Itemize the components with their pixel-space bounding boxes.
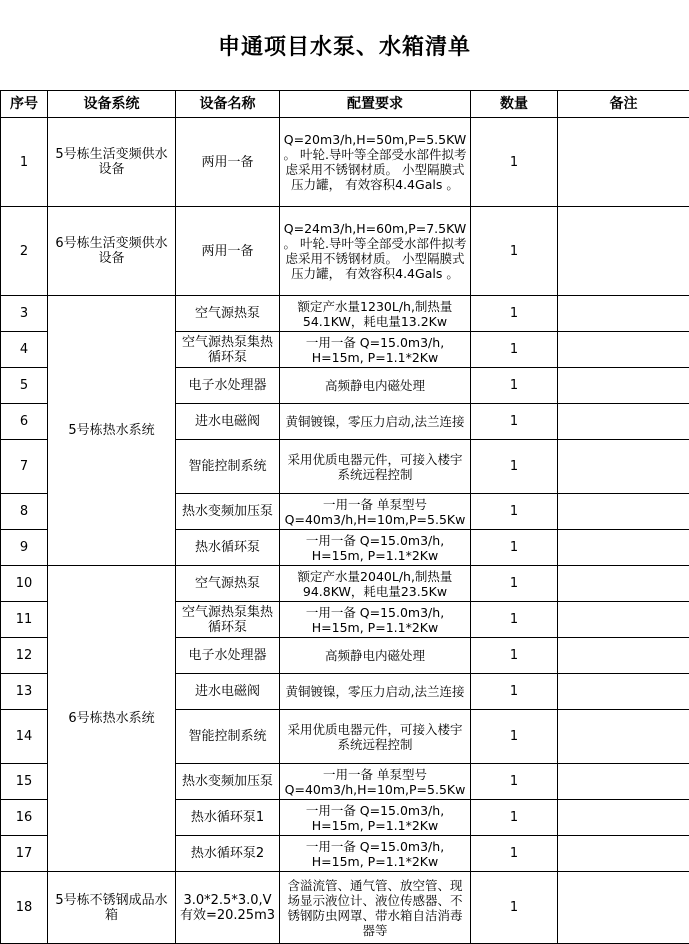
cell-remark: [558, 530, 689, 566]
cell-qty: 1: [471, 710, 558, 764]
cell-name: 热水循环泵2: [176, 836, 280, 872]
header-row: [1, 91, 689, 118]
cell-config: 采用优质电器元件，可接入楼宇系统远程控制: [280, 440, 471, 494]
cell-no: 10: [1, 566, 48, 602]
cell-qty: 1: [471, 404, 558, 440]
table-row: [1, 566, 689, 602]
cell-no: 13: [1, 674, 48, 710]
cell-no: 9: [1, 530, 48, 566]
header-qty: 数量: [471, 91, 558, 118]
cell-no: 4: [1, 332, 48, 368]
cell-no: 6: [1, 404, 48, 440]
cell-name: 空气源热泵: [176, 566, 280, 602]
header-config: 配置要求: [280, 91, 471, 118]
header-name: 设备名称: [176, 91, 280, 118]
cell-qty: 1: [471, 602, 558, 638]
cell-name: 热水变频加压泵: [176, 764, 280, 800]
header-no: 序号: [1, 91, 48, 118]
cell-remark: [558, 404, 689, 440]
cell-config: 高频静电内磁处理: [280, 638, 471, 674]
cell-config: Q=24m3/h,H=60m,P=7.5KW 。 叶轮.导叶等全部受水部件拟考虑采用不锈钢材质。 小型隔膜式压力罐， 有效容积4.4Gals 。: [280, 207, 471, 296]
cell-remark: [558, 764, 689, 800]
cell-qty: 1: [471, 494, 558, 530]
cell-config: 一用一备 Q=15.0m3/h, H=15m, P=1.1*2Kw: [280, 530, 471, 566]
cell-config: 额定产水量1230L/h,制热量54.1KW，耗电量13.2Kw: [280, 296, 471, 332]
cell-no: 15: [1, 764, 48, 800]
cell-name: 空气源热泵集热循环泵: [176, 602, 280, 638]
cell-no: 7: [1, 440, 48, 494]
cell-config: 一用一备 单泵型号 Q=40m3/h,H=10m,P=5.5Kw: [280, 494, 471, 530]
cell-remark: [558, 638, 689, 674]
cell-name: 电子水处理器: [176, 638, 280, 674]
cell-config: 一用一备 Q=15.0m3/h, H=15m, P=1.1*2Kw: [280, 836, 471, 872]
cell-config: 一用一备 Q=15.0m3/h, H=15m, P=1.1*2Kw: [280, 602, 471, 638]
cell-remark: [558, 440, 689, 494]
table-row: [1, 296, 689, 332]
cell-remark: [558, 368, 689, 404]
cell-remark: [558, 872, 689, 944]
cell-no: 1: [1, 118, 48, 207]
cell-qty: 1: [471, 800, 558, 836]
cell-remark: [558, 207, 689, 296]
cell-qty: 1: [471, 836, 558, 872]
cell-remark: [558, 800, 689, 836]
cell-no: 17: [1, 836, 48, 872]
cell-no: 5: [1, 368, 48, 404]
cell-no: 2: [1, 207, 48, 296]
cell-system: 5号栋不锈钢成品水箱: [48, 872, 176, 944]
header-remark: 备注: [558, 91, 689, 118]
cell-remark: [558, 296, 689, 332]
cell-name: 电子水处理器: [176, 368, 280, 404]
cell-qty: 1: [471, 207, 558, 296]
cell-name: 两用一备: [176, 207, 280, 296]
cell-name: 热水循环泵1: [176, 800, 280, 836]
cell-system: 6号栋生活变频供水设备: [48, 207, 176, 296]
table-row: [1, 118, 689, 207]
cell-name: 空气源热泵集热循环泵: [176, 332, 280, 368]
cell-qty: 1: [471, 440, 558, 494]
cell-system: 5号栋热水系统: [48, 296, 176, 566]
cell-no: 8: [1, 494, 48, 530]
cell-name: 3.0*2.5*3.0,V有效=20.25m3: [176, 872, 280, 944]
cell-remark: [558, 836, 689, 872]
cell-config: 黄铜镀镍，零压力启动,法兰连接: [280, 404, 471, 440]
cell-remark: [558, 566, 689, 602]
cell-config: 一用一备 单泵型号 Q=40m3/h,H=10m,P=5.5Kw: [280, 764, 471, 800]
cell-config: 采用优质电器元件，可接入楼宇系统远程控制: [280, 710, 471, 764]
cell-qty: 1: [471, 764, 558, 800]
cell-qty: 1: [471, 332, 558, 368]
cell-no: 11: [1, 602, 48, 638]
cell-no: 18: [1, 872, 48, 944]
cell-no: 14: [1, 710, 48, 764]
cell-name: 热水变频加压泵: [176, 494, 280, 530]
cell-remark: [558, 674, 689, 710]
cell-remark: [558, 602, 689, 638]
cell-config: Q=20m3/h,H=50m,P=5.5KW 。 叶轮.导叶等全部受水部件拟考虑采用不锈钢材质。 小型隔膜式压力罐， 有效容积4.4Gals 。: [280, 118, 471, 207]
cell-name: 进水电磁阀: [176, 674, 280, 710]
cell-qty: 1: [471, 638, 558, 674]
header-system: 设备系统: [48, 91, 176, 118]
cell-system: 6号栋热水系统: [48, 566, 176, 872]
cell-remark: [558, 332, 689, 368]
table-row: [1, 207, 689, 296]
cell-qty: 1: [471, 530, 558, 566]
cell-qty: 1: [471, 368, 558, 404]
cell-config: 含溢流管、通气管、放空管、现场显示液位计、液位传感器、不锈钢防虫网罩、带水箱自洁消毒器等: [280, 872, 471, 944]
cell-qty: 1: [471, 296, 558, 332]
cell-qty: 1: [471, 872, 558, 944]
cell-qty: 1: [471, 674, 558, 710]
cell-name: 智能控制系统: [176, 710, 280, 764]
cell-no: 16: [1, 800, 48, 836]
cell-config: 黄铜镀镍，零压力启动,法兰连接: [280, 674, 471, 710]
cell-config: 一用一备 Q=15.0m3/h, H=15m, P=1.1*2Kw: [280, 332, 471, 368]
cell-config: 额定产水量2040L/h,制热量94.8KW，耗电量23.5Kw: [280, 566, 471, 602]
cell-qty: 1: [471, 118, 558, 207]
equipment-table: [0, 90, 689, 944]
cell-no: 12: [1, 638, 48, 674]
cell-system: 5号栋生活变频供水设备: [48, 118, 176, 207]
cell-config: 一用一备 Q=15.0m3/h, H=15m, P=1.1*2Kw: [280, 800, 471, 836]
cell-config: 高频静电内磁处理: [280, 368, 471, 404]
cell-no: 3: [1, 296, 48, 332]
cell-name: 进水电磁阀: [176, 404, 280, 440]
cell-name: 空气源热泵: [176, 296, 280, 332]
cell-name: 热水循环泵: [176, 530, 280, 566]
table-row: [1, 872, 689, 944]
cell-remark: [558, 494, 689, 530]
cell-name: 两用一备: [176, 118, 280, 207]
cell-qty: 1: [471, 566, 558, 602]
cell-name: 智能控制系统: [176, 440, 280, 494]
cell-remark: [558, 710, 689, 764]
cell-remark: [558, 118, 689, 207]
page-title: 申通项目水泵、水箱清单: [0, 0, 689, 90]
